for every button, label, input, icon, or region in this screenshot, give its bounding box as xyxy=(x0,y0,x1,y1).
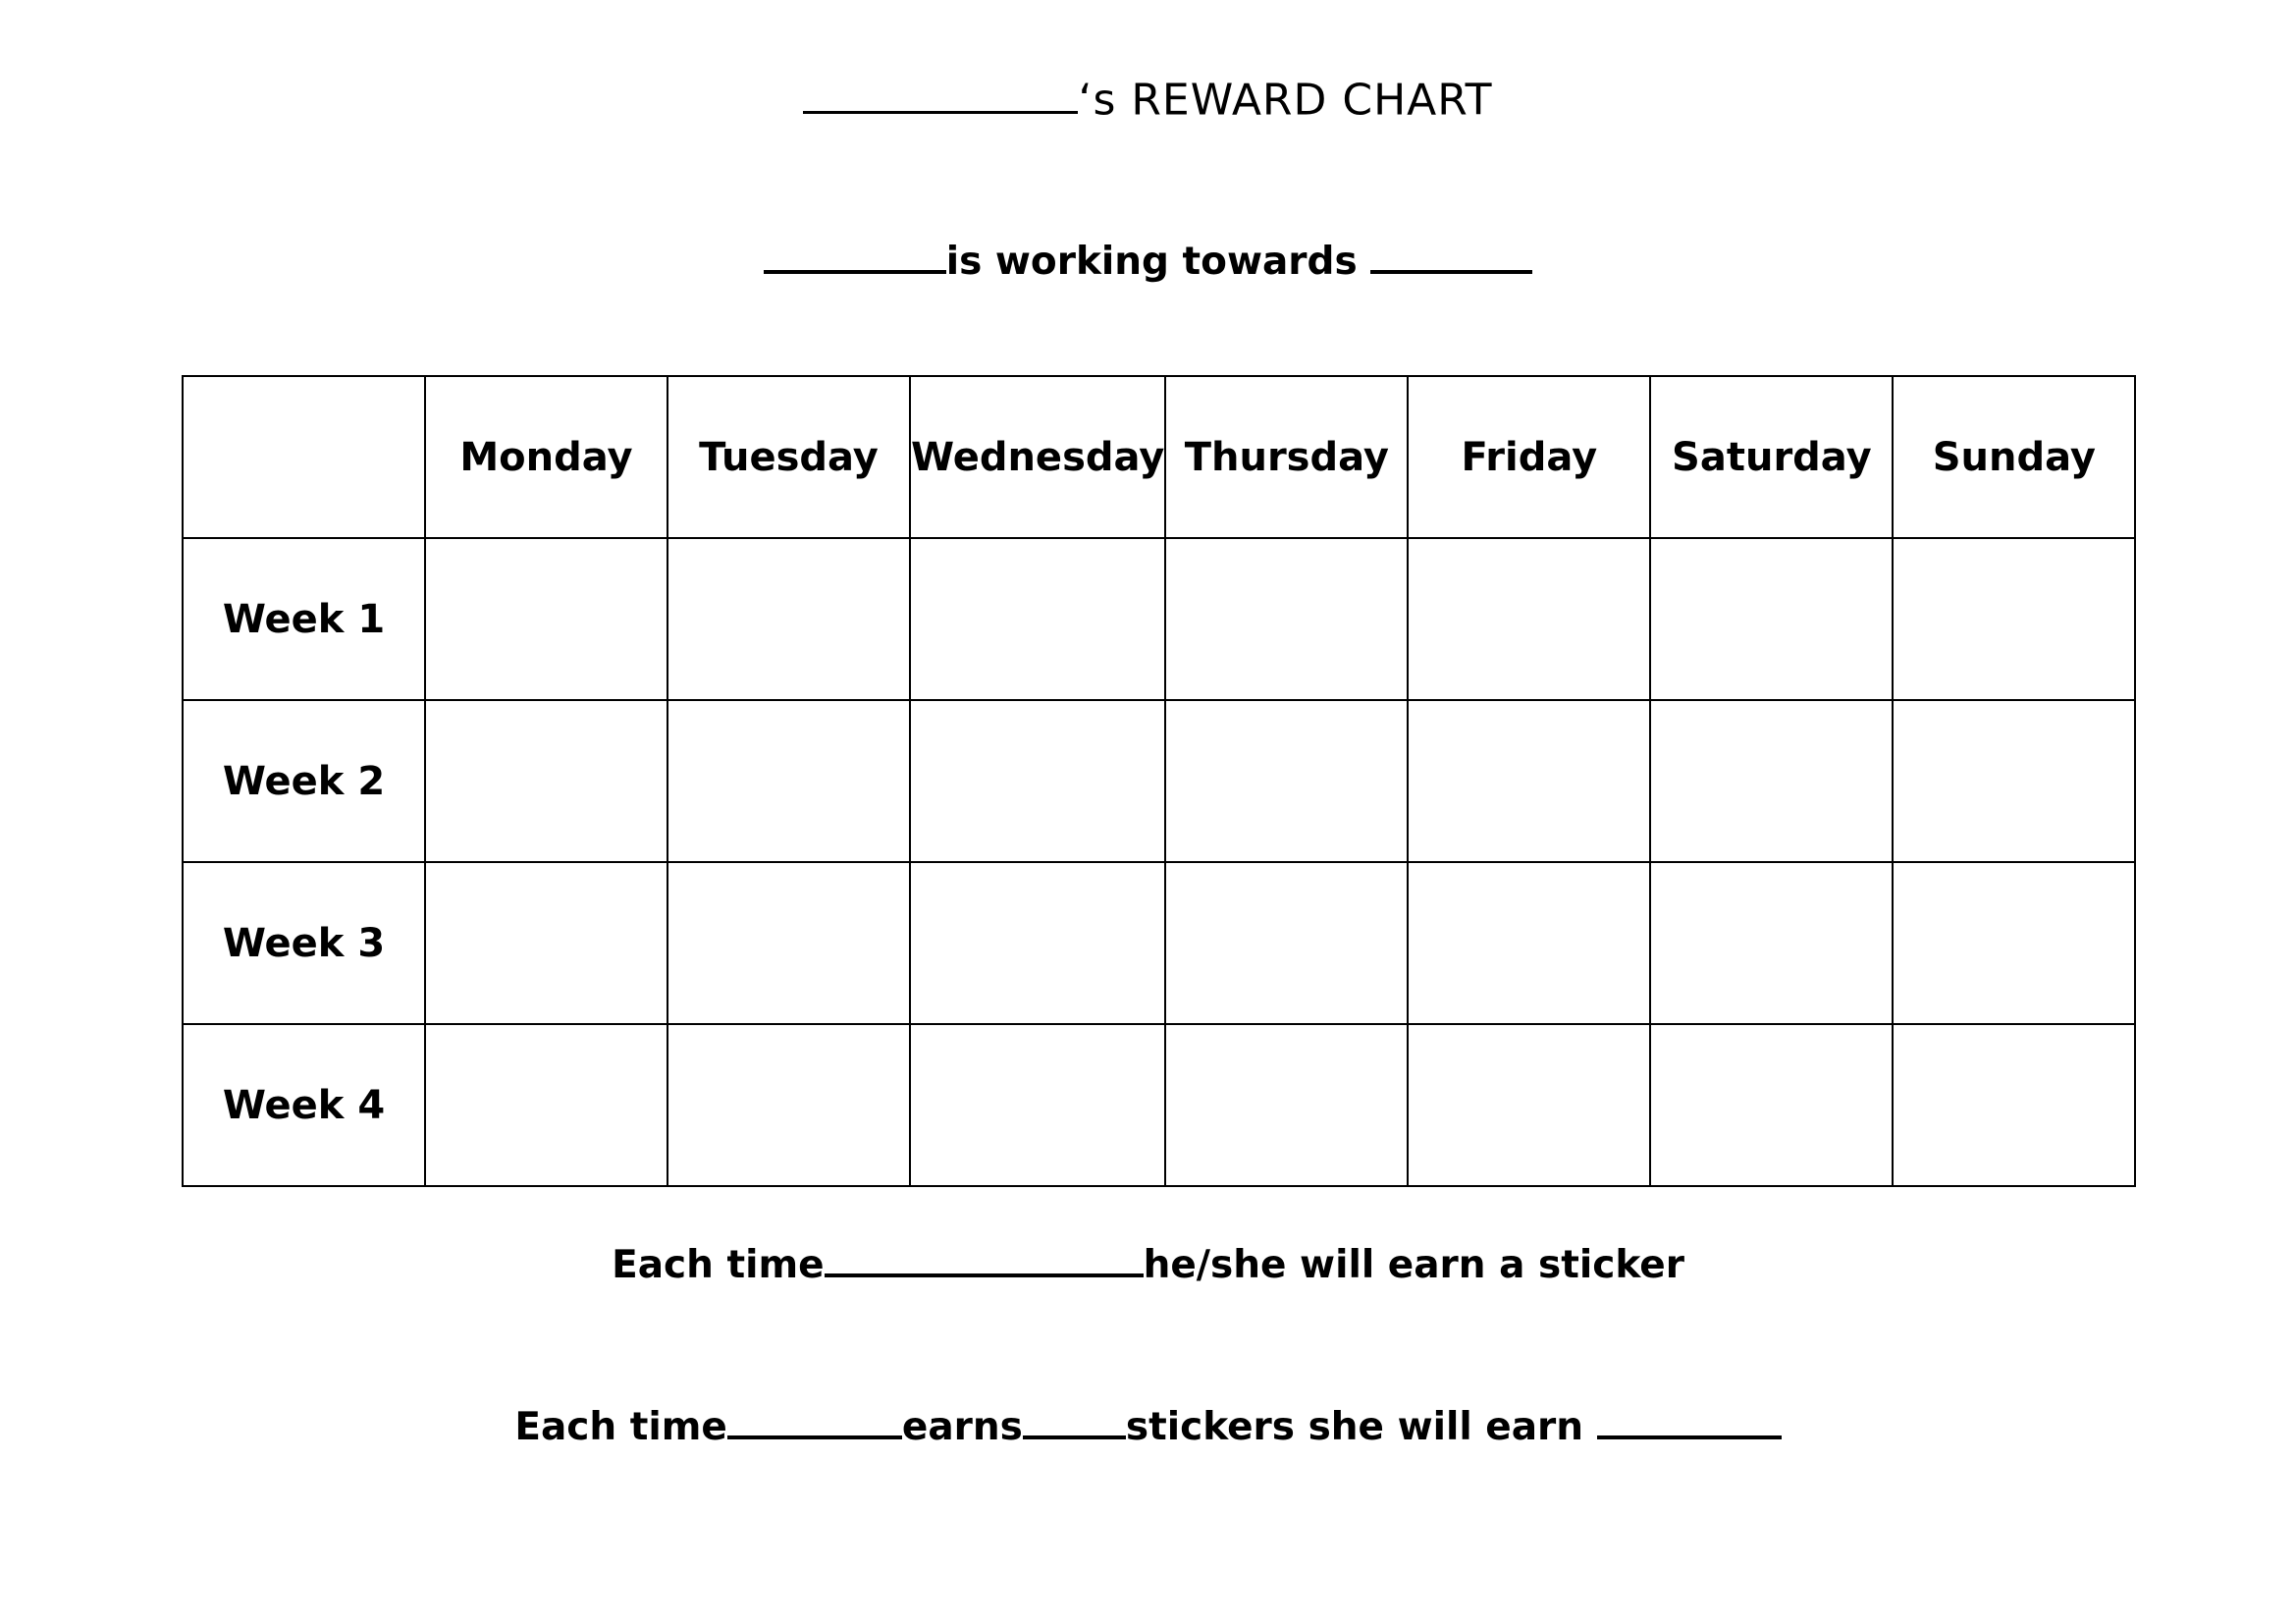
week-label-4: Week 4 xyxy=(183,1024,425,1186)
sticker-cell[interactable] xyxy=(1408,538,1650,700)
sticker-rule xyxy=(0,1241,2296,1287)
header-day-sunday: Sunday xyxy=(1893,376,2135,538)
sticker-cell[interactable] xyxy=(1165,1024,1408,1186)
table-row xyxy=(183,862,2135,1024)
sticker-cell[interactable] xyxy=(1650,538,1893,700)
sticker-cell[interactable] xyxy=(1650,862,1893,1024)
sticker-cell[interactable] xyxy=(667,538,910,700)
reward-chart-table xyxy=(182,375,2136,1187)
sticker-cell[interactable] xyxy=(425,538,667,700)
sticker-cell[interactable] xyxy=(910,538,1165,700)
sticker-cell[interactable] xyxy=(1408,862,1650,1024)
sticker-cell[interactable] xyxy=(425,700,667,862)
child-name-blank[interactable] xyxy=(803,75,1078,114)
sticker-cell[interactable] xyxy=(667,862,910,1024)
sticker-cell[interactable] xyxy=(910,1024,1165,1186)
reward-rule-suffix: stickers she will earn xyxy=(1125,1405,1584,1450)
sticker-cell[interactable] xyxy=(910,862,1165,1024)
sticker-cell[interactable] xyxy=(1408,700,1650,862)
header-corner-cell xyxy=(183,376,425,538)
table-row xyxy=(183,700,2135,862)
sticker-cell[interactable] xyxy=(1893,700,2135,862)
header-day-wednesday: Wednesday xyxy=(910,376,1165,538)
sticker-cell[interactable] xyxy=(667,1024,910,1186)
header-day-thursday: Thursday xyxy=(1165,376,1408,538)
header-day-friday: Friday xyxy=(1408,376,1650,538)
sticker-rule-suffix: he/she will earn a sticker xyxy=(1143,1243,1684,1288)
sticker-cell[interactable] xyxy=(425,1024,667,1186)
sticker-cell[interactable] xyxy=(1165,700,1408,862)
sticker-cell[interactable] xyxy=(1650,700,1893,862)
header-day-monday: Monday xyxy=(425,376,667,538)
table-header-row xyxy=(183,376,2135,538)
reward-rule-prefix: Each time xyxy=(514,1405,727,1450)
week-label-1: Week 1 xyxy=(183,538,425,700)
header-day-saturday: Saturday xyxy=(1650,376,1893,538)
sticker-count-blank[interactable] xyxy=(1023,1403,1126,1439)
sticker-cell[interactable] xyxy=(1408,1024,1650,1186)
sticker-cell[interactable] xyxy=(1893,1024,2135,1186)
reward-blank[interactable] xyxy=(1597,1403,1782,1439)
table-row xyxy=(183,538,2135,700)
sticker-cell[interactable] xyxy=(1165,538,1408,700)
table-row xyxy=(183,1024,2135,1186)
goal-text: is working towards xyxy=(945,240,1358,285)
behavior-blank[interactable] xyxy=(825,1241,1144,1277)
child-name-blank-3[interactable] xyxy=(727,1403,902,1439)
child-name-blank-2[interactable] xyxy=(764,238,946,274)
sticker-cell[interactable] xyxy=(1650,1024,1893,1186)
sticker-rule-prefix: Each time xyxy=(612,1243,825,1288)
header-day-tuesday: Tuesday xyxy=(667,376,910,538)
reward-rule xyxy=(0,1403,2296,1449)
title-text: ‘s REWARD CHART xyxy=(1078,75,1493,126)
reward-rule-earns: earns xyxy=(901,1405,1023,1450)
sticker-cell[interactable] xyxy=(1893,538,2135,700)
sticker-cell[interactable] xyxy=(1893,862,2135,1024)
sticker-cell[interactable] xyxy=(1165,862,1408,1024)
reward-goal-blank[interactable] xyxy=(1370,238,1532,274)
goal-statement xyxy=(0,238,2296,284)
week-label-2: Week 2 xyxy=(183,700,425,862)
page-title xyxy=(0,75,2296,125)
sticker-cell[interactable] xyxy=(667,700,910,862)
week-label-3: Week 3 xyxy=(183,862,425,1024)
sticker-cell[interactable] xyxy=(910,700,1165,862)
sticker-cell[interactable] xyxy=(425,862,667,1024)
